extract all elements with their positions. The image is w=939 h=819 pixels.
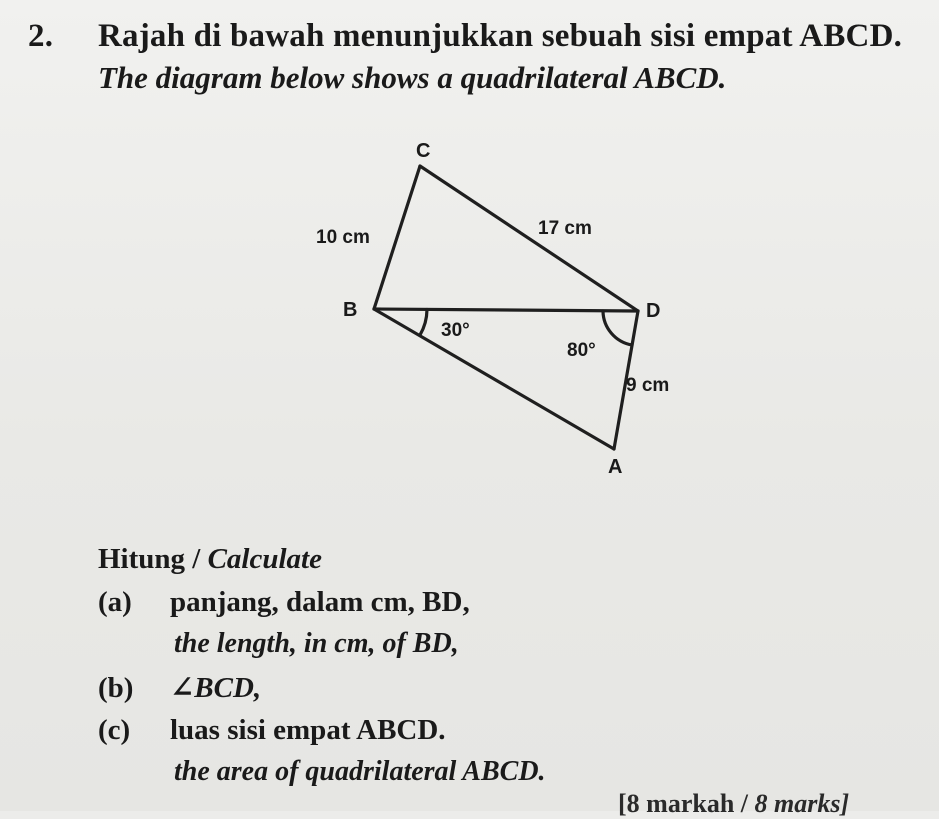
instruction-title-malay: Hitung: [98, 543, 186, 575]
edge-ba: [374, 309, 614, 449]
part-a-text-english: the length, in cm, of BD,: [174, 628, 459, 659]
part-c: [98, 714, 446, 747]
vertex-d-label: D: [646, 300, 661, 322]
marks-separator: /: [740, 789, 749, 818]
angle-d-value: 80°: [567, 340, 596, 361]
vertex-b-label: B: [343, 299, 358, 321]
edge-bc: [374, 166, 420, 309]
question-text-english: The diagram below shows a quadrilateral ABCD.: [98, 60, 727, 95]
edge-bd: [374, 309, 638, 311]
question-text-malay: Rajah di bawah menunjukkan sebuah sisi empat ABCD.: [98, 18, 903, 54]
part-b-label: (b): [98, 672, 134, 704]
part-c-text-english: the area of quadrilateral ABCD.: [174, 756, 546, 787]
side-cd-length: 17 cm: [538, 218, 592, 239]
side-da-length: 9 cm: [626, 375, 670, 396]
instruction-title-english: Calculate: [207, 543, 322, 575]
part-a-label: (a): [98, 586, 132, 618]
part-a: [98, 586, 470, 619]
part-c-text-malay: luas sisi empat ABCD.: [170, 714, 446, 746]
question-number: 2.: [28, 18, 54, 54]
instruction-separator: /: [192, 543, 201, 575]
angle-arc-b: [420, 310, 427, 336]
instruction-heading: [98, 543, 322, 576]
marks-allocation: [618, 789, 849, 819]
edge-cd: [420, 166, 638, 311]
angle-b-value: 30°: [441, 320, 470, 341]
vertex-a-label: A: [608, 456, 623, 478]
side-bc-length: 10 cm: [316, 227, 370, 248]
angle-arc-d: [603, 311, 632, 345]
part-c-label: (c): [98, 714, 131, 746]
marks-english: 8 marks]: [754, 789, 850, 818]
part-b: [98, 670, 261, 705]
vertex-c-label: C: [416, 140, 431, 162]
part-b-text: ∠BCD,: [170, 672, 262, 704]
part-a-text-malay: panjang, dalam cm, BD,: [170, 586, 470, 618]
marks-malay: [8 markah: [618, 789, 735, 818]
